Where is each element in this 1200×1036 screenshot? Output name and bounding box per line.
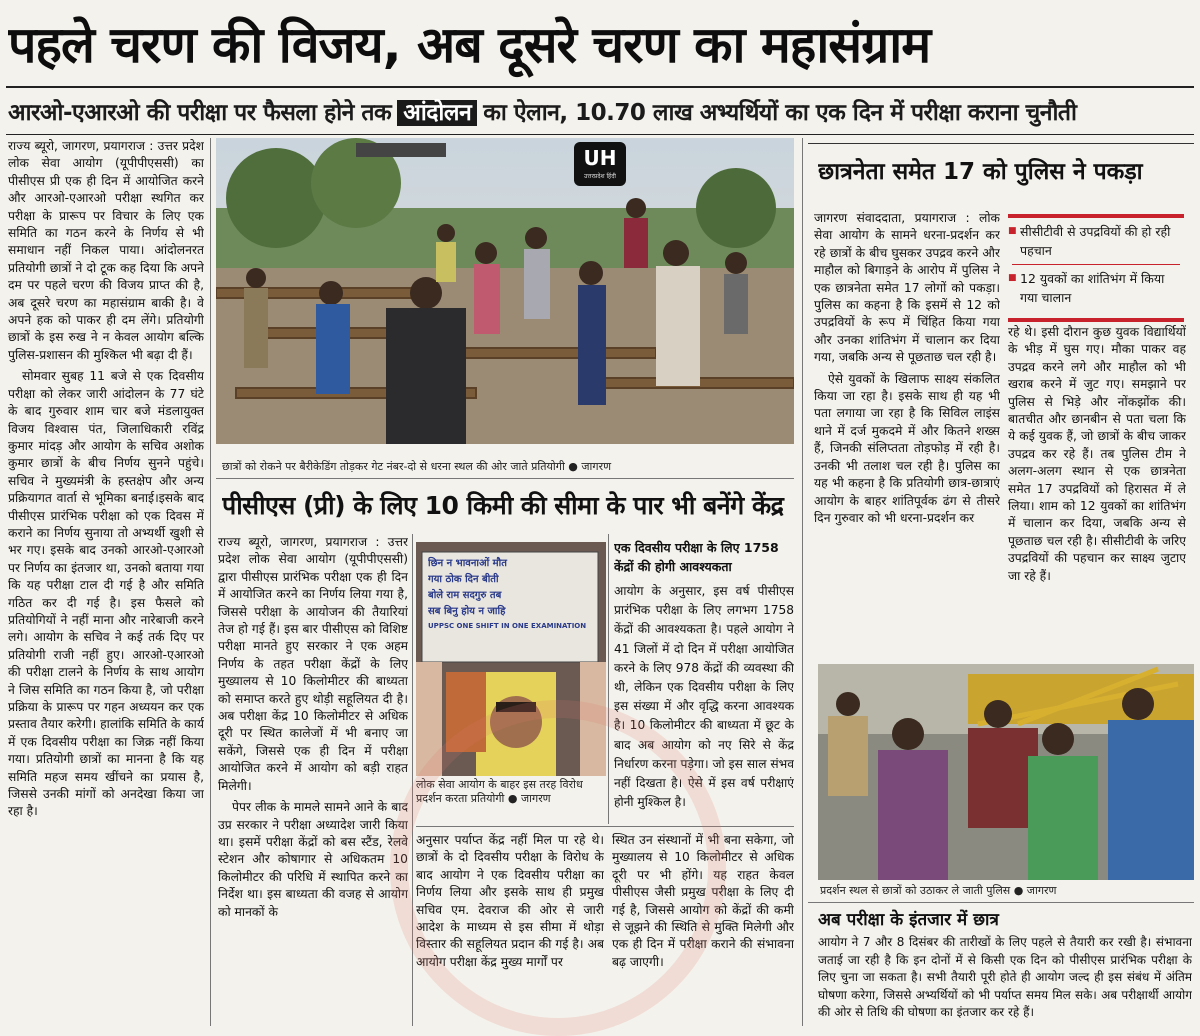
placard-text <box>428 556 592 660</box>
subhead-part1: आरओ-एआरओ की परीक्षा पर फैसला होने तक <box>8 100 392 126</box>
page-subhead <box>8 92 1194 134</box>
right-story-col1 <box>814 210 1000 658</box>
center-divider-1 <box>412 534 413 1026</box>
placard-line-4: सब बिनु होय न जाहि <box>428 606 506 617</box>
subhead-part2: का ऐलान, 10.70 लाख अभ्यर्थियों का एक दिन में परीक्षा कराना चुनौती <box>483 100 1077 126</box>
left-article-para2: सोमवार सुबह 11 बजे से एक दिवसीय परीक्षा को लेकर जारी आंदोलन के 77 घंटे के बाद गुरुवार शाम चार बजे मंडलायुक्त विजय विश्वास पंत, जिलाधिकारी रविंद्र कुमार मांदड़ और आयोग के सचिव अशोक कुमार छात्रों के बीच निर्णय सुनने पहुंचे। सचिव ने मुख्यमंत्री के हस्तक्षेप और अन्य प्रक्रियागत वार्ता से भूमिका बनाई।इसके बाद पीसीएस प्रारंभिक परीक्षा को एक दिवस में कराने का निर्णय सुनाया तो अभ्यर्थी खुशी से भर गए। इसके बाद उनको आरओ-एआरओ पर निर्णय का इंतजार था, उनको बताया गया कि यह परीक्षा टाल दी गई है और समिति गठित कर दी गई है। इस फैसले को प्रतियोगियों ने नहीं माना और नारेबाजी करने लगे। आयोग के सचिव ने कई तर्क दिए पर प्रतियोगी राजी नहीं हुए। आरओ-एआरओ की परीक्षा टालने के निर्णय के साथ आयोग ने जिस समिति का गठन किया है, जो परीक्षा प्रक्रिया के प्रारूप पर गहन अध्ययन कर एक प्रस्ताव तैयार करेगी। हालांकि समिति के कार्य में एक दिवसीय परीक्षा का जिक्र नहीं किया गया। प्रतियोगी छात्रों का मानना है कि यह समिति महज समय खींचने का प्रयास है, जिससे उनकी मांगों को अनदेखा किया जा रहा है। <box>8 369 204 819</box>
center-divider-2 <box>608 534 609 824</box>
center-story-subhead: एक दिवसीय परीक्षा के लिए 1758 केंद्रों की होगी आवश्यकता <box>614 540 779 574</box>
center-story-bottom-col2: स्थित उन संस्थानों में भी बना सकेगा, जो मुख्यालय से 10 किलोमीटर से अधिक दूरी पर भी होंगे। यह राहत केवल पीसीएस जैसी प्रमुख परीक्षा के लिए दी गई है, जिससे आयोग को केंद्रों की कमी से जूझने की स्थिति से मुक्ति मिलेगी और एक ही दिन में परीक्षा कराने की संभावना बढ़ जाएगी। <box>612 833 794 969</box>
right-col1-para2: ऐसे युवकों के खिलाफ साक्ष्य संकलित किया जा रहा है। इसके साथ ही यह भी पता लगाया जा रहा है कि सिविल लाइंस थाने में दर्ज मुकदमे में और कितने शख्स हैं, जिनकी संलिप्तता तोड़फोड़ में रही है। उनकी भी तलाश चल रही है। पुलिस का यह भी कहना है कि प्रतियोगी छात्र-छात्राएं आयोग के बाहर शांतिपूर्वक ढंग से तीसरे दिन गुरुवार को भी धरना-प्रदर्शन कर <box>814 371 1000 525</box>
page-headline: पहले चरण की विजय, अब दूसरे चरण का महासंग्राम <box>8 16 931 74</box>
logo-subtext: उत्तरप्रदेश हिंदी <box>584 173 616 180</box>
center-story-headline: पीसीएस (प्री) के लिए 10 किमी की सीमा के पार भी बनेंगे केंद्र <box>222 491 784 520</box>
right-col1-para1: जागरण संवाददाता, प्रयागराज : लोक सेवा आयोग के सामने धरना-प्रदर्शन कर रहे छात्रों के बीच घुसकर उपद्रव करने और माहौल को बिगाड़ने के आरोप में पुलिस ने एक छात्रनेता समेत 17 लोगों को पकड़ा। पुलिस का कहना है कि इसमें से 12 को उपद्रवियों के रूप में चिंहित किया गया और उनका शांतिभंग में चालान कर दिया गया, जबकि अन्य से पूछताछ चल रही है। <box>814 211 1000 365</box>
logo-text: UH <box>583 146 617 170</box>
left-article-para1: राज्य ब्यूरो, जागरण, प्रयागराज : उत्तर प्रदेश लोक सेवा आयोग (यूपीपीएससी) का पीसीएस प्री एक ही दिन में आयोजित करने और आरओ-एआरओ परीक्षा स्थगित कर परीक्षा के प्रारूप पर विचार के लिए एक समिति का गठन करने के निर्णय से भी समाधान नहीं निकल पाया। आंदोलनरत प्रतियोगी छात्रों ने दो टूक कह दिया कि अपने दम पर पहले चरण की विजय प्राप्त की है, अब दूसरे चरण का महासंग्राम बाकी है। वे अपने हक को पाकर ही दम लेंगे। प्रतियोगी छात्रों के इस रुख ने न केवल आयोग बल्कि पुलिस-प्रशासन की मुश्किल भी बढ़ा दी हैं। <box>8 139 204 362</box>
wait-story-headline: अब परीक्षा के इंतजार में छात्र <box>818 910 999 930</box>
highlight-challan: ■ 12 युवकों का शांतिभंग में किया गया चालान <box>1008 265 1184 311</box>
center-story-col2: आयोग के अनुसार, इस वर्ष पीसीएस प्रारंभिक परीक्षा के लिए लगभग 1758 केंद्रों की आवश्यकता है। पहले आयोग ने 41 जिलों में दो दिन में परीक्षा आयोजित करने के लिए 978 केंद्रों की व्यवस्था की थी, लेकिन एक दिवसीय परीक्षा के लिए इस संख्या में और वृद्धि करना आवश्यक है। 10 किलोमीटर की बाध्यता में छूट के बाद अब आयोग को नए सिरे से केंद्र निर्धारण करना पड़ेगा। जो इस साल संभव नहीं दिखता है। ऐसे में इस वर्ष परीक्षाएं होनी मुश्किल है। <box>614 584 794 810</box>
main-photo-caption: छात्रों को रोकने पर बैरीकेडिंग तोड़कर गेट नंबर-दो से धरना स्थल की ओर जाते प्रतियोगी ● जागरण <box>222 460 612 473</box>
wait-story-rule <box>808 902 1194 903</box>
wait-story-body: आयोग ने 7 और 8 दिसंबर की तारीखों के लिए पहले से तैयारी कर रखी है। संभावना जताई जा रही है कि इन दोनों में से किसी एक दिन को पीसीएस प्रारंभिक परीक्षा के लिए चुना जा सकता है। सभी तैयारी पूरी होते ही आयोग जल्द ही इस संबंध में अंतिम घोषणा करेगा, जिससे अभ्यर्थियों को भी पर्याप्त समय मिल सके। अब परीक्षार्थी आयोग की ओर से तिथि की घोषणा का इंतजार कर रहे हैं। <box>818 935 1192 1020</box>
protest-crowd-image <box>216 138 794 444</box>
center-col1-para2: पेपर लीक के मामले सामने आने के बाद उप्र सरकार ने परीक्षा अध्यादेश जारी किया था। इसमें परीक्षा केंद्रों को बस स्टैंड, रेलवे स्टेशन और कोषागार से अधिकतम 10 किलोमीटर की परिधि में स्थापित करने का निर्देश था। इस बाध्यता की वजह से आयोग को मानकों के <box>218 800 408 919</box>
police-photo-caption: प्रदर्शन स्थल से छात्रों को उठाकर ले जाती पुलिस ● जागरण <box>820 884 1057 897</box>
right-story-col2: रहे थे। इसी दौरान कुछ युवक विद्यार्थियों के भीड़ में घुस गए। मौका पाकर वह उपद्रव करने लगे और माहौल को भी खराब करने में जुट गए। समझाने पर पुलिस से भिड़े और नोंकझोंक की। बातचीत और छानबीन से पता चला कि ये कई युवक हैं, जो छात्रों के बीच जाकर उपद्रव कर रहे हैं। तब पुलिस टीम ने अलग-अलग स्थान से एक छात्रनेता समेत 17 उपद्रवियों को हिरासत में ले लिया। शाम को 12 युवकों का शांतिभंग में चालान कर दिया, जबकि अन्य से पूछताछ चल रही है। सीसीटीवी के जरिए उपद्रवियों की पहचान कर साक्ष्य जुटाए जा रहे हैं। <box>1008 325 1186 583</box>
police-photo <box>818 664 1194 880</box>
center-story-bottom-col1: अनुसार पर्याप्त केंद्र नहीं मिल पा रहे थे। छात्रों के दो दिवसीय परीक्षा के विरोध के बाद आयोग ने एक दिवसीय परीक्षा का निर्णय लिया और इसके साथ ही प्रमुख सचिव एम. देवराज की ओर से जारी आदेश के माध्यम से इस सीमा में थोड़ा विस्तार की सहूलियत प्रदान की गई है। अब आयोग परीक्षा केंद्र मुख्य मार्गों पर <box>416 833 604 969</box>
column-divider <box>210 138 211 1026</box>
subhead-boxed-word: आंदोलन <box>397 100 477 126</box>
center-col1-para1: राज्य ब्यूरो, जागरण, प्रयागराज : उत्तर प्रदेश लोक सेवा आयोग (यूपीपीएससी) द्वारा पीसीएस प्रारंभिक परीक्षा एक ही दिन में आयोजित करने का निर्णय लिया गया है, जिससे परीक्षा के आयोजन की तैयारियां तेज हो गई हैं। इस बार पीसीएस को विशिष्ट परीक्षा मानते हुए सरकार ने एक अहम निर्णय के तहत परीक्षा केंद्रों के लिए मुख्यालय से 10 किलोमीटर की बाध्यता को समाप्त करते हुए थोड़ी सहूलियत दी है। अब परीक्षा केंद्र 10 किलोमीटर से अधिक दूरी पर स्थित कालेजों में भी बनाए जा सकेंगे, जिससे एक ही दिन में परीक्षा आयोजित करने में आयोग को बड़ी राहत मिलेगी। <box>218 535 408 793</box>
caption-rule <box>216 478 794 479</box>
subhead-rule <box>6 134 1194 135</box>
right-story-headline: छात्रनेता समेत 17 को पुलिस ने पकड़ा <box>818 159 1143 185</box>
right-story-top-rule <box>808 143 1194 144</box>
right-column-divider <box>802 138 803 1026</box>
placard-line-1: छिन न भावनाओं मौत <box>428 558 507 569</box>
police-detaining-students-image <box>818 664 1194 880</box>
headline-rule <box>6 86 1194 88</box>
highlight-cctv: ■ सीसीटीवी से उपद्रवियों की हो रही पहचान <box>1008 218 1184 264</box>
center-story-col1 <box>218 534 408 1026</box>
placard-line-3: बोले राम सदगुरु तब <box>428 590 502 601</box>
placard-photo <box>416 542 606 776</box>
placard-line-5: UPPSC ONE SHIFT IN ONE EXAMINATION <box>428 622 587 630</box>
protest-main-photo <box>216 138 794 444</box>
placard-photo-caption: लोक सेवा आयोग के बाहर इस तरह विरोध प्रदर्शन करता प्रतियोगी ● जागरण <box>416 778 583 805</box>
left-column-article <box>8 138 204 1026</box>
right-story-highlights <box>1008 214 1184 322</box>
placard-line-2: गया ठोक दिन बीती <box>428 574 499 585</box>
center-lower-rule <box>416 826 794 827</box>
uh-logo <box>574 142 626 186</box>
